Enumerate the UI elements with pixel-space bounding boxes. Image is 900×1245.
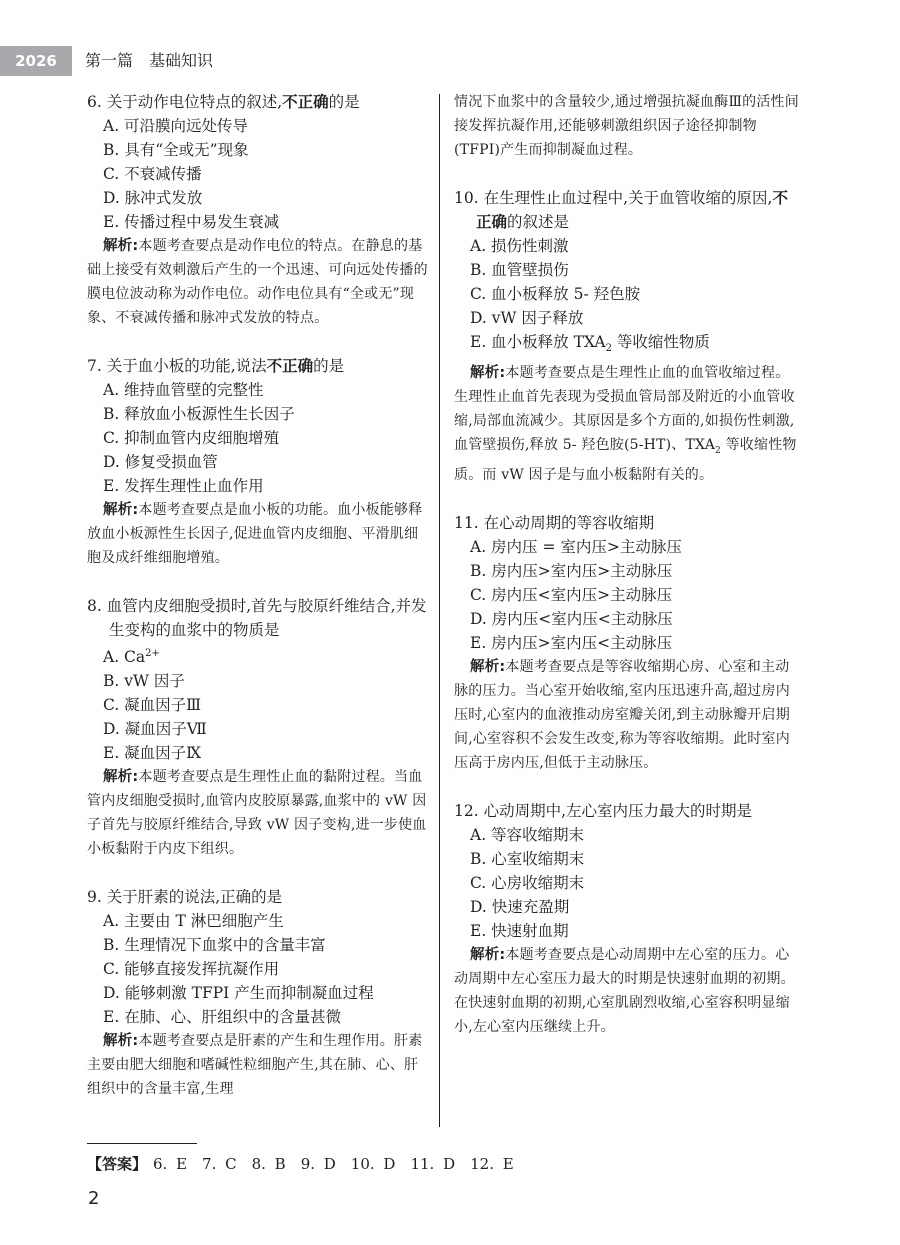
option-a: A. 等容收缩期末 [470,825,585,844]
stem-text: 7. 关于血小板的功能,说法 [87,357,267,375]
analysis-label: 解析: [103,769,139,786]
option-b: B. vW 因子 [103,672,185,691]
section-title: 第一篇 基础知识 [85,51,214,70]
option-b: B. 房内压>室内压>主动脉压 [470,561,673,580]
analysis-text: 本题考查要点是心动周期中左心室的压力。心动周期中左心室压力最大的时期是快速射血期的初期。在快速射血期的初期,心室肌剧烈收缩,心室容积明显缩小,左心室内压继续上升。 [454,946,795,1035]
page-number: 2 [88,1188,100,1209]
stem-emphasis: 不正确 [476,188,788,231]
option-text: A. Ca [103,648,146,667]
stem-text: 的叙述是 [507,213,570,231]
answer-label: 【答案】 [87,1155,148,1173]
option-a [103,642,432,669]
left-column [87,90,432,1125]
analysis-text: 本题考查要点是等容收缩期心房、心室和主动脉的压力。当心室开始收缩,室内压迅速升高,超过房内压时,心室内的血液推动房室瓣关闭,到主动脉瓣开启期间,心室容积不会发生改变,称为等容收缩期。此时室内压高于房内压,但低于主动脉压。 [454,658,790,771]
superscript: 2+ [145,648,160,659]
analysis-label: 解析: [103,502,139,518]
analysis-label: 解析: [470,946,506,963]
question-stem [87,90,432,114]
analysis [87,1029,432,1101]
analysis [454,943,799,1039]
question-9 [87,885,432,1101]
question-stem: 8. 血管内皮细胞受损时,首先与胶原纤维结合,并发生变构的血浆中的物质是 [87,597,427,639]
analysis [454,361,799,487]
stem-emphasis: 不正确 [282,92,329,111]
option-text: E. 血小板释放 TXA [470,333,606,351]
question-6 [87,90,432,330]
question-7 [87,354,432,570]
option-c: C. 不衰减传播 [103,165,202,183]
option-b: B. 生理情况下血浆中的含量丰富 [103,936,326,955]
analysis-continued: 情况下血浆中的含量较少,通过增强抗凝血酶Ⅲ的活性间接发挥抗凝作用,还能够刺激组织因子途径抑制物(TFPI)产生而抑制凝血过程。 [454,94,799,158]
option-a: A. 主要由 T 淋巴细胞产生 [103,912,284,931]
option-d: D. 能够刺激 TFPI 产生而抑制凝血过程 [103,984,374,1003]
option-b: B. 释放血小板源性生长因子 [103,405,295,423]
option-c: C. 心房收缩期末 [470,873,585,892]
option-e: E. 房内压>室内压<主动脉压 [470,633,673,652]
option-d: D. 房内压<室内压<主动脉压 [470,609,673,628]
option-a: A. 房内压 = 室内压>主动脉压 [470,537,682,556]
year-badge: 2026 [0,46,72,76]
option-c: C. 房内压<室内压>主动脉压 [470,585,673,604]
analysis [87,234,432,330]
option-e: E. 在肺、心、肝组织中的含量甚微 [103,1008,342,1027]
option-c: C. 血小板释放 5- 羟色胺 [470,285,641,303]
analysis-text: 本题考查要点是生理性止血的黏附过程。当血管内皮细胞受损时,血管内皮胶原暴露,血浆中的 vW 因子首先与胶原纤维结合,导致 vW 因子变构,进一步使血小板黏附于内皮下组织。 [87,769,427,858]
analysis-label: 解析: [103,238,139,254]
option-c: C. 抑制血管内皮细胞增殖 [103,429,280,447]
answer-text: 6. E 7. C 8. B 9. D 10. D 11. D 12. E [153,1155,514,1173]
subscript: 2 [715,445,721,456]
option-d: D. vW 因子释放 [470,309,584,327]
page-header [0,46,900,76]
column-divider [439,94,440,1127]
stem-text: 的是 [313,357,345,375]
option-e: E. 凝血因子Ⅸ [103,744,202,763]
analysis-text: 本题考查要点是生理性止血的血管收缩过程。生理性止血首先表现为受损血管局部及附近的小血管收缩,局部血流减少。其原因是多个方面的,如损伤性刺激,血管壁损伤,释放 5- 羟色胺(5-HT)、TXA [454,365,795,454]
analysis-text: 本题考查要点是血小板的功能。血小板能够释放血小板源性生长因子,促进血管内皮细胞、平滑肌细胞及成纤维细胞增殖。 [87,502,423,566]
question-11 [454,511,799,775]
question-stem: 9. 关于肝素的说法,正确的是 [87,888,283,907]
option-c: C. 凝血因子Ⅲ [103,696,202,715]
option-c: C. 能够直接发挥抗凝作用 [103,960,280,979]
stem-text: 6. 关于动作电位特点的叙述, [87,93,283,111]
option-d: D. 快速充盈期 [470,897,570,916]
option-e: E. 传播过程中易发生衰减 [103,213,280,231]
option-e [470,330,799,361]
option-d: D. 凝血因子Ⅶ [103,720,207,739]
answer-key [87,1152,514,1176]
question-8 [87,594,432,861]
analysis [454,655,799,775]
option-e: E. 发挥生理性止血作用 [103,477,264,495]
stem-text: 的是 [328,93,360,111]
analysis-text: 本题考查要点是肝素的产生和生理作用。肝素主要由肥大细胞和嗜碱性粒细胞产生,其在肺、心、肝组织中的含量丰富,生理 [87,1033,423,1098]
question-stem [454,186,799,234]
question-stem: 11. 在心动周期的等容收缩期 [454,513,655,532]
question-stem: 12. 心动周期中,左心室内压力最大的时期是 [454,801,753,820]
option-text: 等收缩性物质 [612,333,710,351]
answer-divider [87,1143,197,1144]
question-10 [454,186,799,487]
option-e: E. 快速射血期 [470,921,569,940]
option-b: B. 血管壁损伤 [470,261,569,279]
right-column [454,90,799,1063]
option-a: A. 维持血管壁的完整性 [103,381,264,399]
stem-emphasis: 不正确 [266,356,314,375]
analysis-text: 本题考查要点是动作电位的特点。在静息的基础上接受有效刺激后产生的一个迅速、可向远处传播的膜电位波动称为动作电位。动作电位具有“全或无”现象、不衰减传播和脉冲式发放的特点。 [87,238,428,326]
option-d: D. 脉冲式发放 [103,189,203,207]
analysis [87,765,432,861]
option-b: B. 具有“全或无”现象 [103,141,249,159]
subscript: 2 [605,343,612,355]
stem-text: 10. 在生理性止血过程中,关于血管收缩的原因, [454,189,773,207]
analysis-label: 解析: [103,1033,139,1050]
question-9-continued [454,90,799,162]
question-12 [454,799,799,1039]
option-d: D. 修复受损血管 [103,453,218,471]
option-a: A. 可沿膜向远处传导 [103,117,249,135]
analysis-text: 等收缩性物质。而 vW 因子是与血小板黏附有关的。 [454,437,797,483]
analysis-label: 解析: [470,658,506,675]
analysis [87,498,432,570]
question-stem [87,354,432,378]
option-a: A. 损伤性刺激 [470,237,569,255]
option-b: B. 心室收缩期末 [470,849,585,868]
analysis-label: 解析: [470,365,506,382]
